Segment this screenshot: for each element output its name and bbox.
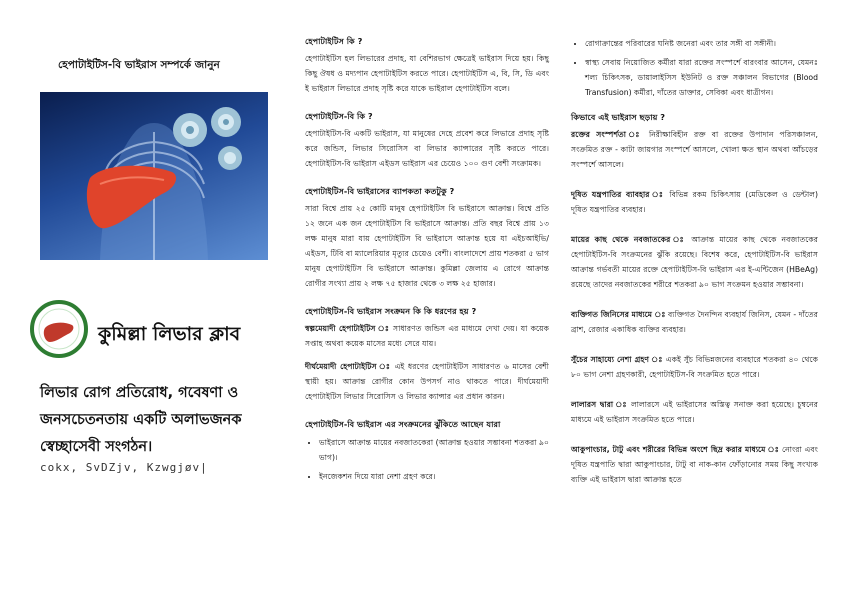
needle-label: সুঁচের সাহায্যে নেশা গ্রহণ ঃ xyxy=(571,355,663,364)
right-panel xyxy=(557,0,842,595)
acute-label: স্বল্পমেয়াদী হেপাটাইটিস ঃ xyxy=(305,324,390,333)
chronic-label: দীর্ঘমেয়াদী হেপাটাইটিস ঃ xyxy=(305,362,392,371)
section-heading: হেপাটাইটিস-বি ভাইরাস সংক্রমন কি কি ধরণের হয় ? xyxy=(305,306,477,316)
section-body: সারা বিশ্বে প্রায় ২৫ কোটি মানুষ হেপাটাইটিস বি ভাইরাসে আক্রান্ত। বিশ্বে প্রতি ১২ জনে এক জন হেপাটাইটিস বি ভাইরাসে আক্রান্ত। প্রতি বছর বিশ্বে প্রায় ১৩ লক্ষ মানুষ মারা যায় হেপাটাইটিস বি ভাইরাসে আক্রান্ত হয়ে যা এইচআইভি/এইডস, টিবি বা ম্যালেরিয়ার মৃত্যুর চেয়েও বেশী। বাংলাদেশে প্রায় শতকরা ৫ ভাগ মানুষ হেপাটাইটিস বি ভাইরাসে আক্রান্ত। কুমিল্লা জেলায় এ রোগে আক্রান্ত রোগীর সংখ্যা প্রায় ২ লক্ষ ৭৫ হাজার থেকে ৩ লক্ষ ২৫ হাজার। xyxy=(305,204,549,288)
piercing-body: নোংরা এবং দূষিত যন্ত্রপাতি দ্বারা আকুপাংচার, টাটু বা নাক-কান ফোঁড়ানোর সময় কিছু সংখ্যক ব্যক্তি এই ভাইরাস দ্বারা আক্রান্ত হতে xyxy=(571,445,818,484)
section-heading: হেপাটাইটিস-বি কি ? xyxy=(305,111,373,121)
acute-paragraph xyxy=(305,321,549,351)
personal-body: ব্যক্তিগত দৈনন্দিন ব্যবহার্য জিনিস, যেমন - দাঁতের ব্রাশ, রেজার একাধিক ব্যক্তির ব্যবহার। xyxy=(571,310,818,334)
needle-paragraph xyxy=(571,352,818,382)
mother-label: মায়ের কাছ থেকে নবজাতকের ঃ xyxy=(571,235,687,244)
piercing-label: আকুপাংচার, টাটু এবং শরীরের বিভিন্ন অংশে ছিদ্র করার মাধ্যমে ঃ xyxy=(571,445,780,454)
liver-virus-illustration xyxy=(40,92,268,260)
chronic-paragraph xyxy=(305,359,549,404)
personal-items-paragraph xyxy=(571,307,818,337)
piercing-paragraph xyxy=(571,442,818,487)
saliva-paragraph xyxy=(571,397,818,427)
saliva-body: লালারসে এই ভাইরাসের অস্তিত্ব সনাক্ত করা হয়েছে। চুম্বনের মাধ্যমে এই ভাইরাস সংক্রমিত হতে পারে। xyxy=(571,400,818,424)
blood-body: নিরীক্ষাবিহীন রক্ত বা রক্তের উপাদান পরিসঞ্চালন, সংক্রমিত রক্ত - কাটা জায়গার সংস্পর্শে আসলে, খোলা ক্ষত স্থান অথবা আঁচড়ের সংস্পর্শে আসলে। xyxy=(571,130,818,169)
virus-icon xyxy=(218,146,242,170)
section-heading: হেপাটাইটিস-বি ভাইরাসের ব্যাপকতা কতটুকু ? xyxy=(305,186,455,196)
section-body: হেপাটাইটিস-বি একটি ভাইরাস, যা মানুষের দেহে প্রবেশ করে লিভারে প্রদাহ সৃষ্টি করে জন্ডিস, লিভার সিরোসিস বা লিভার ক্যান্সারের সৃষ্টি করতে পারে। হেপাটাইটিস-বি ভাইরাস এইডস ভাইরাস এর চেয়েও ১০০ গুণ বেশী সংক্রামক। xyxy=(305,129,549,168)
chronic-body: এই ধরণের হেপাটাইটিস সাধারণত ৬ মাসের বেশী স্থায়ী হয়। আক্রান্ত রোগীর কোন উপসর্গ নাও থাকতে পারে। দীর্ঘমেয়াদী হেপাটাইটিস লিভার সিরোসিস ও লিভার ক্যান্সার এর প্রধান কারন। xyxy=(305,362,549,401)
personal-label: ব্যক্তিগত জিনিসের মাধ্যমে ঃ xyxy=(571,310,666,319)
contact-line: cokx, SvDZjv, Kzwgjøv| xyxy=(40,461,208,474)
section-prevalence xyxy=(305,186,549,291)
section-heading: হেপাটাইটিস কি ? xyxy=(305,36,363,46)
hero-illustration xyxy=(40,92,268,260)
instruments-paragraph xyxy=(571,187,818,217)
virus-icon xyxy=(211,107,241,137)
mother-body: আক্রান্ত মায়ের কাছ থেকে নবজাতকের হেপাটাইটিস-বি সংক্রমনের ঝুঁকি রয়েছে। বিশেষ করে, হেপাটাইটিস-বি ভাইরাস আক্রান্ত গর্ভবতী মায়ের রক্তে হেপাটাইটিস-বি ভাইরাস এর ই-এন্টিজেন (HBeAg) রয়েছে তাদের নবজাতকের শরীরে শতকরা ৯০ ভাগ সংক্রমন হওয়ার সম্ভাবনা। xyxy=(571,235,818,289)
section-what-is-hepatitis-b xyxy=(305,111,549,171)
list-item: • ইনজেকশন দিয়ে যারা নেশা গ্রহণ করে। xyxy=(319,469,549,484)
blood-label: রক্তের সংস্পর্শতা ঃ xyxy=(571,130,643,139)
section-what-is-hepatitis xyxy=(305,36,549,96)
instruments-label: দূষিত যন্ত্রপাতির ব্যাবহার ঃ xyxy=(571,190,665,199)
acute-body: সাধারণত জন্ডিস এর মাধ্যমে দেখা দেয়। যা কয়েক সপ্তাহ অথবা কয়েক মাসের মধ্যে সেরে যায়। xyxy=(305,324,549,348)
virus-icon xyxy=(173,113,207,147)
risk-list xyxy=(305,435,549,484)
section-at-risk xyxy=(305,419,549,484)
club-tagline: লিভার রোগ প্রতিরোধ, গবেষণা ও জনসচেতনতায় একটি অলাভজনক স্বেচ্ছাসেবী সংগঠন। xyxy=(40,385,242,455)
list-item: • ভাইরাসে আক্রান্ত মায়ের নবজাতকেরা (আক্রান্ত হওয়ার সম্ভাবনা শতকরা ৯০ ভাগ)। xyxy=(319,435,549,465)
section-heading: হেপাটাইটিস-বি ভাইরাস এর সংক্রমনের ঝুঁকিতে আছেন যারা xyxy=(305,419,501,429)
club-name: কুমিল্লা লিভার ক্লাব xyxy=(98,323,241,345)
blood-paragraph xyxy=(571,127,818,172)
mother-paragraph xyxy=(571,232,818,292)
section-infection-types xyxy=(305,306,549,404)
section-heading: কিভাবে এই ভাইরাস ছড়ায় ? xyxy=(571,112,666,122)
needle-body: একই সুঁচ বিভিন্নজনের ব্যবহারে শতকরা ৪০ থেকে ৮০ ভাগ নেশা গ্রহণকারী, হেপাটাইটিস-বি সংক্রমিত হতে পারে। xyxy=(571,355,818,379)
list-item: • রোগাক্রান্তের পরিবারের ঘনিষ্ট জনেরা এবং তার সঙ্গী বা সঙ্গীনী। xyxy=(585,36,818,51)
instruments-body: বিভিন্ন রকম চিকিৎসায় (মেডিকেল ও ডেন্টাল) দূষিত যন্ত্রপাতির ব্যবহার। xyxy=(571,190,819,214)
club-logo xyxy=(30,300,88,358)
left-panel xyxy=(0,0,285,595)
list-item: • স্বাস্থ্য সেবায় নিয়োজিত কর্মীরা যারা রক্তের সংস্পর্শে বারংবার আসেন, যেমনঃ শল্য চিকিৎসক, ডায়ালাইসিস ইউনিট ও রক্ত সঞ্চালন বিভাগের (Blood Transfusion) কর্মীরা, দাঁতের ডাক্তার, সেবিকা এবং ধাত্রীগন। xyxy=(585,55,818,100)
middle-panel xyxy=(285,0,557,595)
saliva-label: লালারস দ্বারা ঃ xyxy=(571,400,628,409)
risk-list-continued xyxy=(571,36,818,100)
section-body: হেপাটাইটিস হল লিভারের প্রদাহ, যা বেশিরভাগ ক্ষেত্রেই ভাইরাস দিয়ে হয়। কিছু কিছু ঔষধ ও মদ্যপান হেপাটাইটিস করতে পারে। হেপাটাইটিস এ, বি, সি, ডি এবং ই ভাইরাস লিভারে প্রদাহ সৃষ্টি করে যাকে ভাইরাল হেপাটাইটিস বলে। xyxy=(305,54,549,93)
section-transmission xyxy=(571,112,818,172)
brochure-headline: হেপাটাইটিস-বি ভাইরাস সম্পর্কে জানুন xyxy=(58,59,220,71)
